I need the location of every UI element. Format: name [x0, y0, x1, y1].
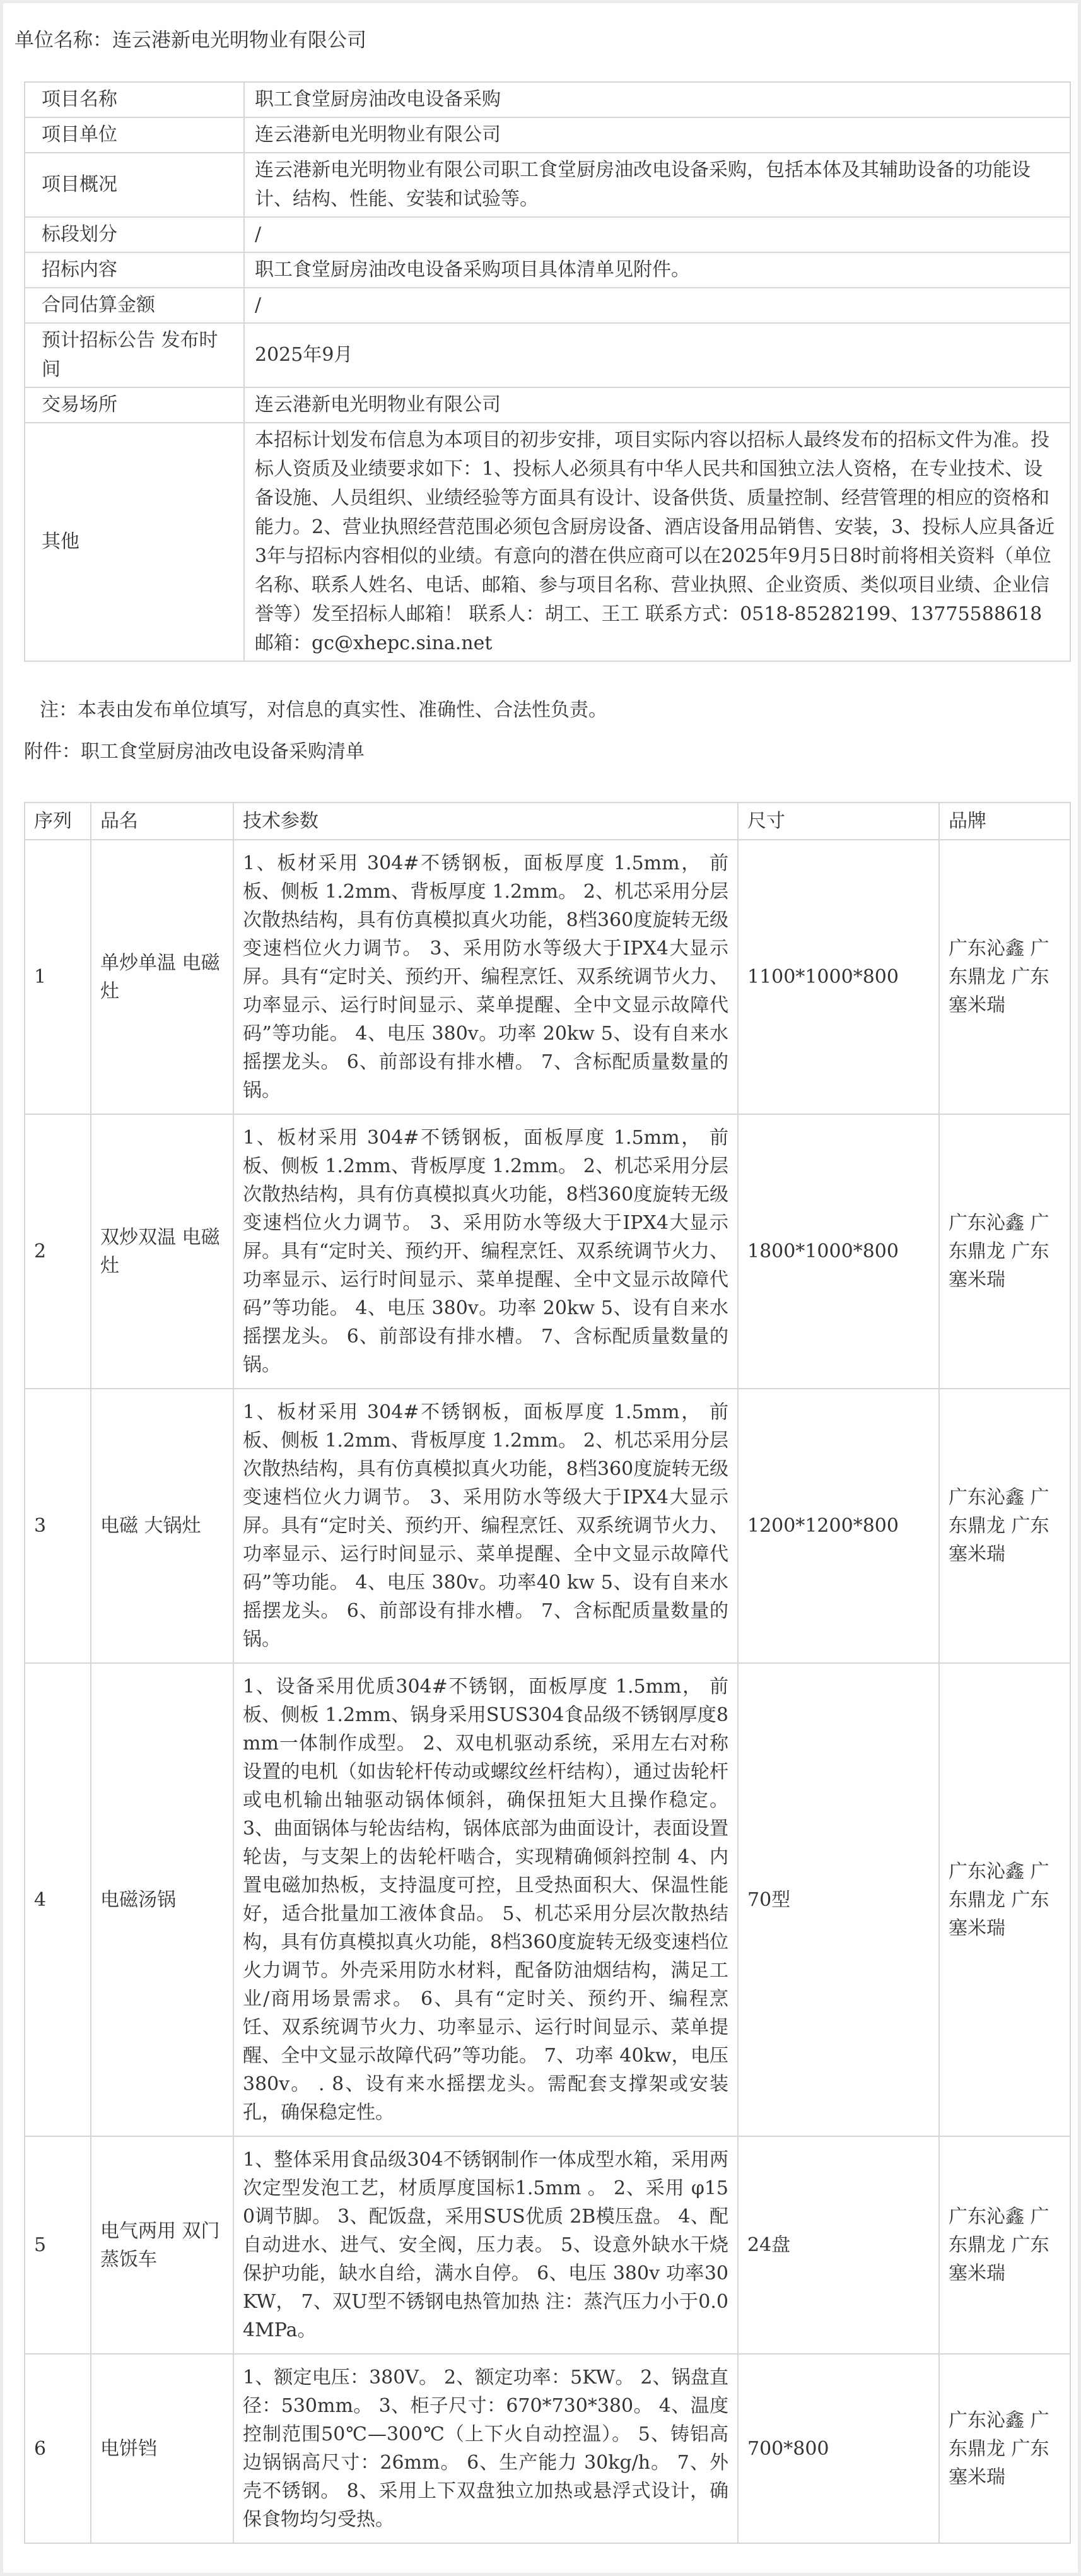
unit-name-title: 单位名称：连云港新电光明物业有限公司	[15, 29, 366, 52]
table-row	[25, 2354, 1070, 2543]
note-text: 注：本表由发布单位填写，对信息的真实性、准确性、合法性负责。	[40, 699, 607, 721]
header-size: 尺寸	[738, 803, 939, 840]
table-row	[25, 1663, 1070, 2136]
info-value: 职工食堂厨房油改电设备采购项目具体清单见附件。	[244, 252, 1070, 288]
document-page	[3, 3, 1078, 2573]
project-info-table	[24, 81, 1071, 662]
info-label: 交易场所	[25, 387, 244, 423]
info-label: 项目名称	[25, 82, 244, 117]
size-cell: 1100*1000*800	[738, 840, 939, 1114]
equipment-header-row	[25, 803, 1070, 840]
seq-cell: 1	[25, 840, 91, 1114]
params-cell: 1、板材采用 304#不锈钢板，面板厚度 1.5mm， 前板、侧板 1.2mm、背板厚度 1.2mm。 2、机芯采用分层次散热结构，具有仿真模拟真火功能，8档360度旋转无级变速档位火力调节。 3、采用防水等级大于IPX4大显示屏。具有“定时关、预约开、编程烹饪、双系统调节火力、功率显示、运行时间显示、菜单提醒、全中文显示故障代码”等功能。 4、电压 380v。功率 20kw 5、设有自来水摇摆龙头。 6、前部设有排水槽。 7、含标配质量数量的锅。	[233, 840, 738, 1114]
table-row	[25, 217, 1070, 252]
brand-cell: 广东沁鑫 广东鼎龙 广东塞米瑞	[939, 2354, 1070, 2543]
table-row	[25, 288, 1070, 323]
table-row	[25, 1389, 1070, 1663]
params-cell: 1、设备采用优质304#不锈钢，面板厚度 1.5mm， 前板、侧板 1.2mm、锅身采用SUS304食品级不锈钢厚度8mm一体制作成型。 2、双电机驱动系统，采用左右对称设置的电机（如齿轮杆传动或螺纹丝杆结构），通过齿轮杆或电机输出轴驱动锅体倾斜，确保扭矩大且操作稳定。 3、曲面锅体与轮齿结构，锅体底部为曲面设计，表面设置轮齿，与支架上的齿轮杆啮合，实现精确倾斜控制 4、内置电磁加热板，支持温度可控，且受热面积大、保温性能好，适合批量加工液体食品。 5、机芯采用分层次散热结构，具有仿真模拟真火功能，8档360度旋转无级变速档位火力调节。外壳采用防水材料，配备防油烟结构，满足工业/商用场景需求。 6、具有“定时关、预约开、编程烹饪、双系统调节火力、功率显示、运行时间显示、菜单提醒、全中文显示故障代码”等功能。 7、功率 40kw，电压 380v。 . 8、设有来水摇摆龙头。需配套支撑架或安装孔，确保稳定性。	[233, 1663, 738, 2136]
info-value: 职工食堂厨房油改电设备采购	[244, 82, 1070, 117]
name-cell: 电气两用 双门蒸饭车	[91, 2136, 233, 2354]
info-value: 连云港新电光明物业有限公司	[244, 117, 1070, 153]
params-cell: 1、整体采用食品级304不锈钢制作一体成型水箱，采用两次定型发泡工艺，材质厚度国标1.5mm 。 2、采用 φ150调节脚。 3、配饭盘，采用SUS优质 2B模压盘。 4、配自动进水、进气、安全阀，压力表。 5、设意外缺水干烧保护功能，缺水自给，满水自停。 6、电压 380v 功率30KW， 7、双U型不锈钢电热管加热 注：蒸汽压力小于0.04MPa。	[233, 2136, 738, 2354]
name-cell: 电磁 大锅灶	[91, 1389, 233, 1663]
params-cell: 1、额定电压：380V。 2、额定功率：5KW。 2、锅盘直径：530mm。 3、柜子尺寸：670*730*380。 4、温度控制范围50℃—300℃（上下火自动控温）。 5、铸铝高边锅锅高尺寸：26mm。 6、生产能力 30kg/h。 7、外壳不锈钢。 8、采用上下双盘独立加热或悬浮式设计，确保食物均匀受热。	[233, 2354, 738, 2543]
info-value: /	[244, 288, 1070, 323]
header-params: 技术参数	[233, 803, 738, 840]
brand-cell: 广东沁鑫 广东鼎龙 广东塞米瑞	[939, 1389, 1070, 1663]
table-row	[25, 117, 1070, 153]
seq-cell: 2	[25, 1114, 91, 1389]
params-cell: 1、板材采用 304#不锈钢板，面板厚度 1.5mm， 前板、侧板 1.2mm、背板厚度 1.2mm。 2、机芯采用分层次散热结构，具有仿真模拟真火功能，8档360度旋转无级变速档位火力调节。 3、采用防水等级大于IPX4大显示屏。具有“定时关、预约开、编程烹饪、双系统调节火力、功率显示、运行时间显示、菜单提醒、全中文显示故障代码”等功能。 4、电压 380v。功率40 kw 5、设有自来水摇摆龙头。 6、前部设有排水槽。 7、含标配质量数量的锅。	[233, 1389, 738, 1663]
info-value: /	[244, 217, 1070, 252]
seq-cell: 5	[25, 2136, 91, 2354]
table-row	[25, 840, 1070, 1114]
info-value: 本招标计划发布信息为本项目的初步安排，项目实际内容以招标人最终发布的招标文件为准。投标人资质及业绩要求如下：1、投标人必须具有中华人民共和国独立法人资格，在专业技术、设备设施、人员组织、业绩经验等方面具有设计、设备供货、质量控制、经营管理的相应的资格和能力。2、营业执照经营范围必须包含厨房设备、酒店设备用品销售、安装，3、投标人应具备近3年与招标内容相似的业绩。有意向的潜在供应商可以在2025年9月5日8时前将相关资料（单位名称、联系人姓名、电话、邮箱、参与项目名称、营业执照、企业资质、类似项目业绩、企业信誉等）发至招标人邮箱！ 联系人：胡工、王工 联系方式：0518-85282199、13775588618 邮箱：gc@xhepc.sina.net	[244, 423, 1070, 661]
seq-cell: 3	[25, 1389, 91, 1663]
seq-cell: 4	[25, 1663, 91, 2136]
brand-cell: 广东沁鑫 广东鼎龙 广东塞米瑞	[939, 840, 1070, 1114]
brand-cell: 广东沁鑫 广东鼎龙 广东塞米瑞	[939, 1114, 1070, 1389]
params-cell: 1、板材采用 304#不锈钢板，面板厚度 1.5mm， 前板、侧板 1.2mm、背板厚度 1.2mm。 2、机芯采用分层次散热结构，具有仿真模拟真火功能，8档360度旋转无级变速档位火力调节。 3、采用防水等级大于IPX4大显示屏。具有“定时关、预约开、编程烹饪、双系统调节火力、功率显示、运行时间显示、菜单提醒、全中文显示故障代码”等功能。 4、电压 380v。功率 20kw 5、设有自来水摇摆龙头。 6、前部设有排水槽。 7、含标配质量数量的锅。	[233, 1114, 738, 1389]
size-cell: 1200*1200*800	[738, 1389, 939, 1663]
size-cell: 1800*1000*800	[738, 1114, 939, 1389]
name-cell: 单炒单温 电磁灶	[91, 840, 233, 1114]
equipment-table	[24, 802, 1071, 2544]
header-name: 品名	[91, 803, 233, 840]
name-cell: 双炒双温 电磁灶	[91, 1114, 233, 1389]
info-value: 连云港新电光明物业有限公司	[244, 387, 1070, 423]
info-label: 招标内容	[25, 252, 244, 288]
table-row	[25, 323, 1070, 387]
seq-cell: 6	[25, 2354, 91, 2543]
info-label: 其他	[25, 423, 244, 661]
size-cell: 700*800	[738, 2354, 939, 2543]
size-cell: 24盘	[738, 2136, 939, 2354]
table-row	[25, 153, 1070, 217]
table-row	[25, 387, 1070, 423]
info-label: 标段划分	[25, 217, 244, 252]
header-brand: 品牌	[939, 803, 1070, 840]
header-seq: 序列	[25, 803, 91, 840]
info-label: 预计招标公告 发布时间	[25, 323, 244, 387]
info-value: 2025年9月	[244, 323, 1070, 387]
table-row	[25, 423, 1070, 661]
info-label: 项目单位	[25, 117, 244, 153]
info-label: 合同估算金额	[25, 288, 244, 323]
table-row	[25, 1114, 1070, 1389]
brand-cell: 广东沁鑫 广东鼎龙 广东塞米瑞	[939, 2136, 1070, 2354]
table-row	[25, 252, 1070, 288]
table-row	[25, 82, 1070, 117]
attachment-title: 附件：职工食堂厨房油改电设备采购清单	[24, 741, 365, 763]
name-cell: 电饼铛	[91, 2354, 233, 2543]
info-value: 连云港新电光明物业有限公司职工食堂厨房油改电设备采购，包括本体及其辅助设备的功能设计、结构、性能、安装和试验等。	[244, 153, 1070, 217]
brand-cell: 广东沁鑫 广东鼎龙 广东塞米瑞	[939, 1663, 1070, 2136]
size-cell: 70型	[738, 1663, 939, 2136]
name-cell: 电磁汤锅	[91, 1663, 233, 2136]
table-row	[25, 2136, 1070, 2354]
info-label: 项目概况	[25, 153, 244, 217]
